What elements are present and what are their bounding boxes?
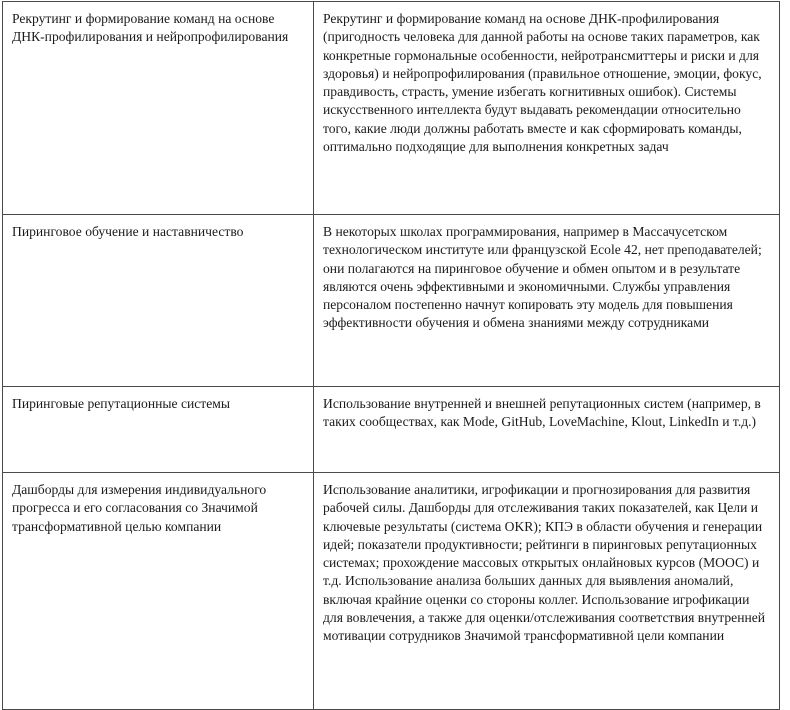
table-row — [3, 215, 780, 387]
table-cell-description — [314, 387, 780, 473]
description-text: Использование внутренней и внешней репутационных систем (например, в таких сообществах, как Mode, GitHub, LoveMachine, Klout, LinkedIn и т.д.) — [323, 396, 761, 430]
table-cell-practice — [3, 2, 314, 215]
practices-table — [2, 1, 780, 710]
table-row — [3, 387, 780, 473]
description-text: Рекрутинг и формирование команд на основе ДНК-профилирования (пригодность человека для данной работы на основе таких параметров, как конкретные гормональные особенности, нейротрансмиттеры и риски и для здоровья) и нейропрофилирования (правильное отношение, эмоции, фокус, правдивость, страсть, умение избегать когнитивных ошибок). Системы искусственного интеллекта будут выдавать рекомендации относительно того, какие люди должны работать вместе и как сформировать команды, оптимально подходящие для выполнения конкретных задач — [323, 11, 762, 154]
practice-text: Пиринговые репутационные системы — [12, 396, 231, 411]
table-cell-practice — [3, 387, 314, 473]
practice-text: Рекрутинг и формирование команд на основе ДНК-профилирования и нейропрофилирования — [12, 11, 289, 45]
practice-text: Пиринговое обучение и наставничество — [12, 224, 244, 239]
description-text: Использование аналитики, игрофикации и прогнозирования для развития рабочей силы. Дашборды для отслеживания таких показателей, как Цели и ключевые результаты (система OKR); КПЭ в области обучения и генерации идей; показатели продуктивности; рейтинги в пиринговых репутационных системах; прохождение массовых открытых онлайновых курсов (МООС) и т.д. Использование анализа больших данных для выявления аномалий, включая крайние оценки со стороны коллег. Использование игрофикации для вовлечения, а также для оценки/отслеживания соответствия внутренней мотивации сотрудников Значимой трансформативной цели компании — [323, 482, 766, 644]
description-text: В некоторых школах программирования, например в Массачусетском технологическом институте или французской Ecole 42, нет преподавателей; они полагаются на пиринговое обучение и обмен опытом и в результате являются очень эффективными и экономичными. Службы управления персоналом постепенно начнут копировать эту модель для повышения эффективности обучения и обмена знаниями между сотрудниками — [323, 224, 762, 331]
table-cell-practice — [3, 215, 314, 387]
table-cell-description — [314, 215, 780, 387]
table-body — [3, 2, 780, 710]
table-cell-description — [314, 2, 780, 215]
practice-text: Дашборды для измерения индивидуального прогресса и его согласования со Значимой трансформативной целью компании — [12, 482, 267, 534]
table-row — [3, 2, 780, 215]
